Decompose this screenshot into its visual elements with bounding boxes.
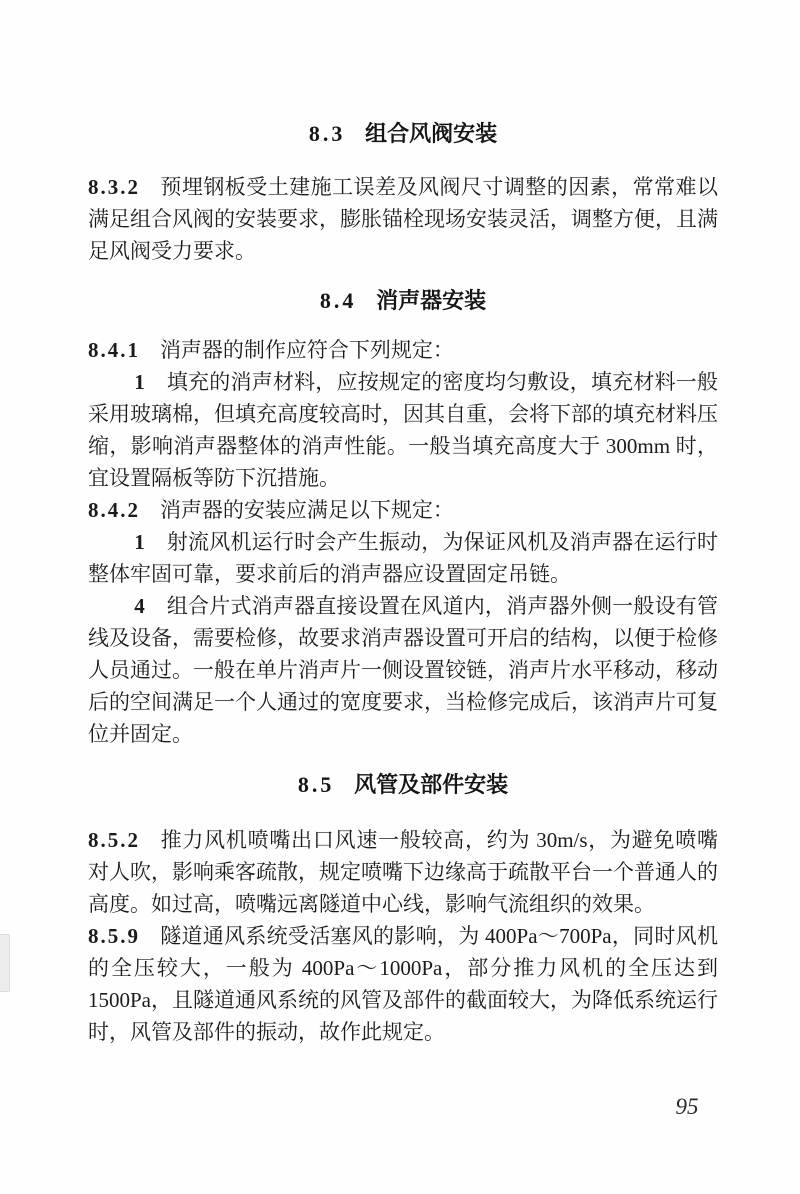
clause-text: 消声器的制作应符合下列规定： bbox=[159, 338, 454, 362]
heading-title: 风管及部件安装 bbox=[354, 772, 509, 797]
heading-title: 消声器安装 bbox=[376, 288, 487, 313]
clause-paragraph bbox=[88, 334, 718, 366]
heading-number: 8.4 bbox=[319, 288, 357, 313]
item-number: 4 bbox=[134, 594, 147, 618]
heading-title: 组合风阀安装 bbox=[365, 121, 498, 146]
section-heading bbox=[88, 118, 718, 150]
item-number: 1 bbox=[134, 530, 147, 554]
page-content bbox=[88, 118, 718, 1048]
list-item-paragraph bbox=[88, 590, 718, 750]
clause-text: 消声器的安装应满足以下规定： bbox=[159, 498, 454, 522]
list-item-paragraph bbox=[88, 366, 718, 494]
clause-paragraph bbox=[88, 920, 718, 1048]
heading-number: 8.5 bbox=[297, 772, 335, 797]
clause-number: 8.4.2 bbox=[88, 498, 140, 522]
clause-number: 8.5.9 bbox=[88, 924, 140, 948]
clause-paragraph bbox=[88, 171, 718, 267]
page-number: 95 bbox=[675, 1094, 699, 1119]
scan-artifact bbox=[0, 934, 10, 992]
item-number: 1 bbox=[134, 370, 147, 394]
clause-paragraph bbox=[88, 494, 718, 526]
clause-number: 8.3.2 bbox=[88, 175, 140, 199]
list-item-paragraph bbox=[88, 526, 718, 590]
clause-text: 隧道通风系统受活塞风的影响，为 400Pa～700Pa，同时风机的全压较大，一般为 400Pa～1000Pa，部分推力风机的全压达到 1500Pa，且隧道通风系统的风管及部件的截面较大，为降低系统运行时，风管及部件的振动，故作此规定。 bbox=[88, 924, 718, 1044]
clause-text: 预埋钢板受土建施工误差及风阀尺寸调整的因素，常常难以满足组合风阀的安装要求，膨胀锚栓现场安装灵活，调整方便，且满足风阀受力要求。 bbox=[88, 175, 718, 263]
clause-number: 8.4.1 bbox=[88, 338, 140, 362]
item-text: 填充的消声材料，应按规定的密度均匀敷设，填充材料一般采用玻璃棉，但填充高度较高时，因其自重，会将下部的填充材料压缩，影响消声器整体的消声性能。一般当填充高度大于 300mm 时，宜设置隔板等防下沉措施。 bbox=[88, 370, 718, 490]
clause-text: 推力风机喷嘴出口风速一般较高，约为 30m/s，为避免喷嘴对人吹，影响乘客疏散，规定喷嘴下边缘高于疏散平台一个普通人的高度。如过高，喷嘴远离隧道中心线，影响气流组织的效果。 bbox=[88, 828, 718, 916]
heading-number: 8.3 bbox=[308, 121, 346, 146]
clause-number: 8.5.2 bbox=[88, 828, 140, 852]
item-text: 组合片式消声器直接设置在风道内，消声器外侧一般设有管线及设备，需要检修，故要求消声器设置可开启的结构，以便于检修人员通过。一般在单片消声片一侧设置铰链，消声片水平移动，移动后的空间满足一个人通过的宽度要求，当检修完成后，该消声片可复位并固定。 bbox=[88, 594, 718, 746]
section-heading bbox=[88, 769, 718, 801]
section-heading bbox=[88, 285, 718, 317]
clause-paragraph bbox=[88, 824, 718, 920]
item-text: 射流风机运行时会产生振动，为保证风机及消声器在运行时整体牢固可靠，要求前后的消声器应设置固定吊链。 bbox=[88, 530, 718, 586]
